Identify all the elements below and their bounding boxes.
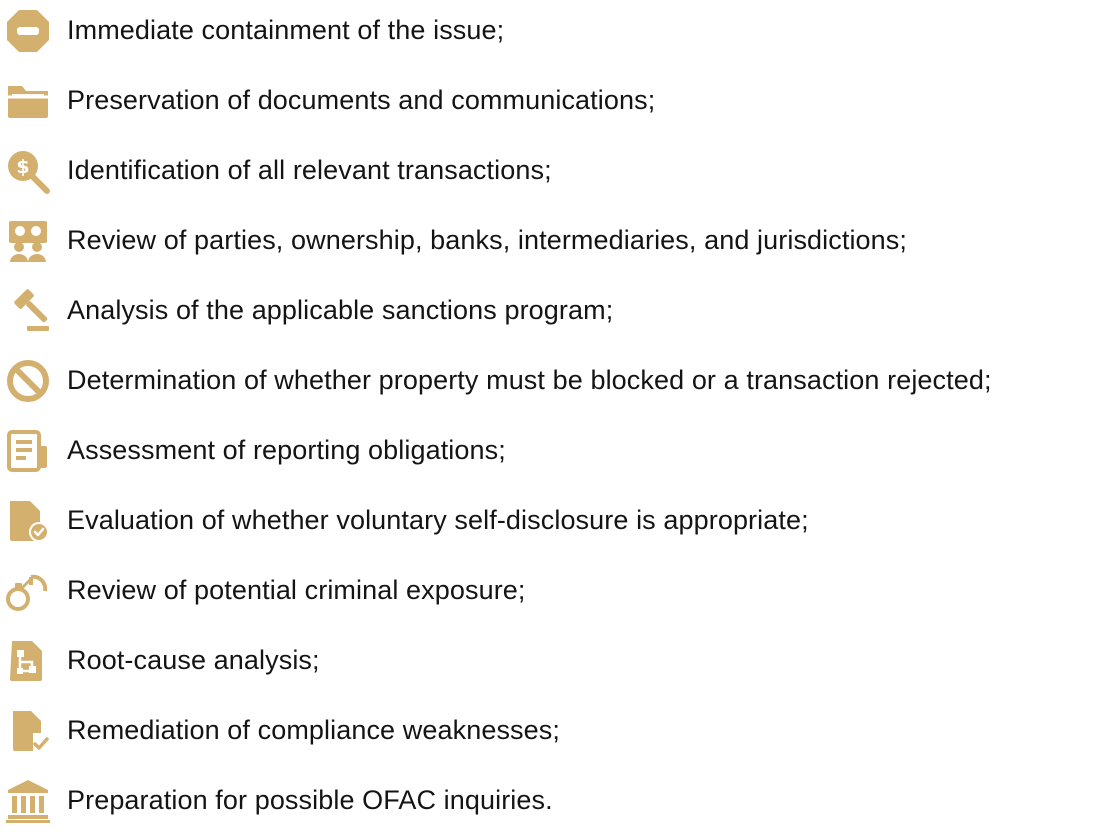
report-document-icon bbox=[5, 428, 51, 474]
prohibited-icon bbox=[5, 358, 51, 404]
list-item bbox=[0, 65, 1101, 135]
list-item bbox=[0, 415, 1101, 485]
item-text: Review of parties, ownership, banks, intermediaries, and jurisdictions; bbox=[67, 225, 907, 255]
dollar-search-icon bbox=[5, 148, 51, 194]
list-item bbox=[0, 0, 1101, 65]
list-item bbox=[0, 485, 1101, 555]
item-text: Preparation for possible OFAC inquiries. bbox=[67, 785, 553, 815]
list-item bbox=[0, 765, 1101, 835]
list-item bbox=[0, 555, 1101, 625]
list-item bbox=[0, 345, 1101, 415]
group-screen-icon bbox=[5, 218, 51, 264]
certified-document-icon bbox=[5, 498, 51, 544]
government-building-icon bbox=[5, 778, 51, 824]
folder-icon bbox=[5, 78, 51, 124]
item-text: Determination of whether property must be blocked or a transaction rejected; bbox=[67, 365, 992, 395]
item-text: Evaluation of whether voluntary self-disclosure is appropriate; bbox=[67, 505, 809, 535]
list-item bbox=[0, 135, 1101, 205]
list-item bbox=[0, 625, 1101, 695]
item-text: Analysis of the applicable sanctions program; bbox=[67, 295, 614, 325]
svg-text:$: $ bbox=[16, 156, 30, 178]
item-text: Review of potential criminal exposure; bbox=[67, 575, 526, 605]
list-item bbox=[0, 695, 1101, 765]
stop-sign-icon bbox=[5, 8, 51, 54]
item-text: Assessment of reporting obligations; bbox=[67, 435, 506, 465]
flowchart-document-icon bbox=[5, 638, 51, 684]
item-text: Identification of all relevant transactions; bbox=[67, 155, 552, 185]
list-item bbox=[0, 205, 1101, 275]
item-text: Preservation of documents and communications; bbox=[67, 85, 656, 115]
item-text: Immediate containment of the issue; bbox=[67, 15, 505, 45]
document-check-icon bbox=[5, 708, 51, 754]
item-text: Root-cause analysis; bbox=[67, 645, 320, 675]
list-item bbox=[0, 275, 1101, 345]
gavel-icon bbox=[5, 288, 51, 334]
handcuffs-icon bbox=[5, 568, 51, 614]
item-text: Remediation of compliance weaknesses; bbox=[67, 715, 560, 745]
